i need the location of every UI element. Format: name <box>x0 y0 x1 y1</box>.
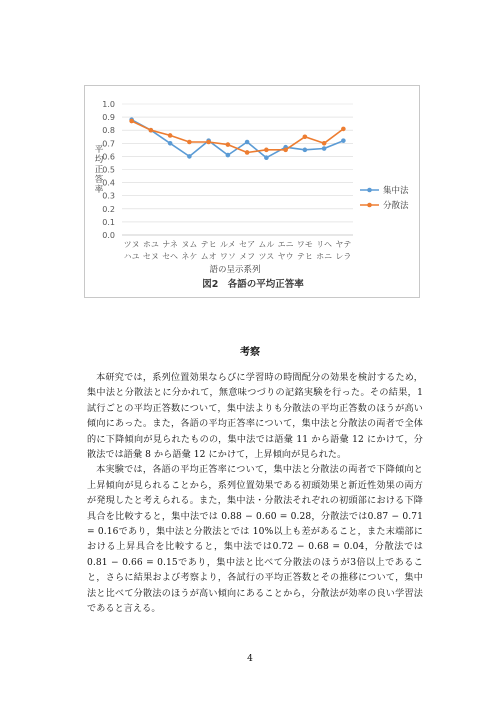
data-point <box>187 154 192 159</box>
x-tick-label: ホユ <box>142 240 159 249</box>
y-tick-label: 0.8 <box>102 126 115 136</box>
x-tick-label: エニ <box>277 240 294 249</box>
data-point <box>149 128 154 133</box>
chart-legend <box>360 185 409 211</box>
x-tick-label: ハユ <box>123 252 140 261</box>
x-tick-label: レラ <box>335 252 352 261</box>
data-point <box>168 141 173 146</box>
y-tick-label: 0.0 <box>102 231 115 240</box>
data-point <box>283 148 288 153</box>
data-point <box>226 142 231 147</box>
x-tick-label: ホニ <box>316 252 333 261</box>
x-tick-label: ムオ <box>200 252 217 261</box>
legend-label: 分散法 <box>383 201 409 211</box>
x-tick-label: ヌム <box>181 240 198 249</box>
x-tick-label: セヌ <box>142 252 159 261</box>
x-tick-label: ムル <box>258 240 275 249</box>
x-tick-label: テヒ <box>296 252 313 261</box>
series-line <box>132 121 344 153</box>
data-point <box>226 153 231 158</box>
data-point <box>245 140 250 145</box>
data-point <box>187 140 192 145</box>
x-tick-label: ツヌ <box>123 240 140 249</box>
legend-marker <box>367 188 372 193</box>
x-tick-label: リヘ <box>316 240 333 249</box>
x-tick-label: ツス <box>258 252 275 261</box>
x-axis-title: 語の呈示系列 <box>209 265 261 275</box>
page-number: 4 <box>247 654 253 664</box>
data-point <box>129 119 134 124</box>
y-tick-label: 1.0 <box>102 100 115 109</box>
y-tick-label: 0.1 <box>102 217 115 227</box>
x-tick-label: セヘ <box>162 252 179 261</box>
x-tick-label: ネケ <box>181 252 198 261</box>
data-point <box>303 148 308 153</box>
data-point <box>341 138 346 143</box>
x-tick-label: セア <box>239 240 256 249</box>
data-point <box>168 133 173 138</box>
figure-chart-frame <box>84 85 420 298</box>
data-point <box>341 127 346 132</box>
x-tick-label: ヤウ <box>277 252 294 261</box>
x-tick-label: テヒ <box>200 240 217 249</box>
legend-label: 集中法 <box>383 186 409 196</box>
figure-caption: 図2 各語の平均正答率 <box>202 279 304 290</box>
data-point <box>245 150 250 155</box>
section-title: 考察 <box>240 347 260 358</box>
y-tick-label: 0.9 <box>102 113 115 123</box>
body-text <box>87 371 423 618</box>
x-tick-label: ルメ <box>219 240 236 249</box>
legend-marker <box>367 203 372 208</box>
x-tick-label: ヤテ <box>335 240 352 249</box>
y-axis-title: 平均正答率 <box>94 145 104 195</box>
data-point <box>303 134 308 139</box>
x-tick-label: メフ <box>239 252 256 261</box>
y-tick-label: 0.6 <box>102 152 115 162</box>
line-chart <box>85 86 421 299</box>
y-tick-label: 0.7 <box>102 139 115 149</box>
x-tick-label: ワソ <box>219 252 236 261</box>
paragraph: 本研究では，系列位置効果ならびに学習時の時間配分の効果を検討するため，集中法と分散法とに分かれて，無意味つづりの記銘実験を行った。その結果，1 試行ごとの平均正答数について，集中法よりも分散法の平均正答数のほうが高い傾向にあった。また，各語の平均正答率について，集中法と分散法の両者で全体的に下降傾向が見られたものの，集中法では語彙 11 から語彙 12 にかけて，分散法では語彙 8 から語彙 12 にかけて，上昇傾向が見られた。 <box>87 373 423 461</box>
y-tick-label: 0.2 <box>102 204 115 214</box>
data-point <box>206 140 211 145</box>
x-tick-label: ワモ <box>296 240 313 249</box>
data-point <box>322 146 327 151</box>
y-tick-label: 0.5 <box>102 165 115 175</box>
x-tick-label: ナネ <box>162 240 178 249</box>
data-point <box>264 155 269 160</box>
y-tick-label: 0.4 <box>102 178 115 188</box>
paragraph: 本実験では，各語の平均正答率について，集中法と分散法の両者で下降傾向と上昇傾向が見られることから，系列位置効果である初頭効果と新近性効果の両方が発現したと考えられる。また，集中法・分散法それぞれの初頭部における下降具合を比較すると，集中法では 0.88 − 0.60 = 0.28，分散法では0.87 − 0.71 = 0.16であり，集中法と分散法とでは 10%以上も差があること，また末端部における上昇具合を比較すると，集中法では0.72 − 0.68 = 0.04，分散法では0.81 − 0.66 = 0.15であり，集中法と比べて分散法のほうが3倍以上であること，さらに結果および考察より，各試行の平均正答数とその推移について，集中法と比べて分散法のほうが高い傾向にあることから，分散法が効率の良い学習法であると言える。 <box>87 465 423 615</box>
data-point <box>264 148 269 153</box>
y-tick-label: 0.3 <box>102 191 115 201</box>
data-point <box>322 141 327 146</box>
